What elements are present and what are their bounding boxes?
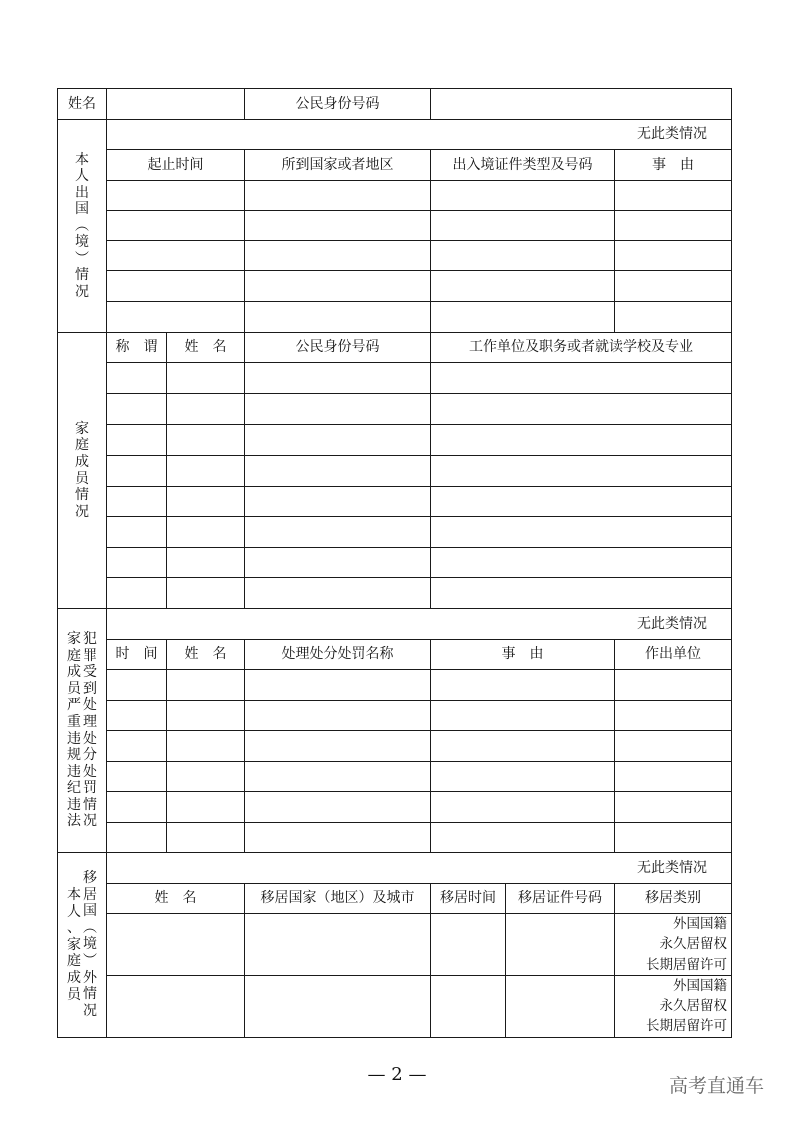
penalty-row: [58, 762, 732, 792]
label-char: 家: [75, 420, 89, 437]
label-char: 本: [67, 887, 81, 904]
penalty-row: [58, 792, 732, 823]
id-number-label: 公民身份号码: [245, 89, 431, 120]
label-char: 员: [75, 470, 89, 487]
travel-none-option[interactable]: 无此类情况: [107, 120, 732, 150]
label-char: 犯: [83, 631, 97, 648]
family-cell[interactable]: [107, 517, 167, 548]
family-row: [58, 425, 732, 456]
category-long-term-residence[interactable]: 长期居留许可: [646, 1018, 728, 1035]
family-cell[interactable]: [167, 487, 245, 517]
family-cell[interactable]: [431, 517, 732, 548]
travel-header-row: [58, 150, 732, 181]
registration-form-table: [57, 88, 732, 1038]
label-char: 外: [83, 969, 97, 986]
label-char: 处: [83, 763, 97, 780]
emigration-cell[interactable]: [107, 914, 245, 976]
family-cell[interactable]: [167, 517, 245, 548]
emigration-category-options: [615, 975, 732, 1037]
travel-cell[interactable]: [107, 211, 245, 241]
page-number: — 2 —: [367, 1064, 427, 1085]
name-id-row: [58, 89, 732, 120]
label-char: 国: [75, 201, 89, 218]
family-cell[interactable]: [431, 456, 732, 487]
label-char: 违: [67, 763, 81, 780]
travel-header-period: 起止时间: [107, 150, 245, 181]
travel-cell[interactable]: [245, 302, 431, 333]
label-char: 情: [83, 986, 97, 1003]
label-char: 家: [67, 631, 81, 648]
penalty-cell[interactable]: [245, 731, 431, 762]
label-char: 情: [75, 487, 89, 504]
emigration-header-destination: 移居国家（地区）及城市: [245, 884, 431, 914]
penalty-cell[interactable]: [431, 792, 615, 823]
label-char: 情: [83, 796, 97, 813]
emigration-cell[interactable]: [506, 975, 615, 1037]
name-label: 姓名: [58, 89, 107, 120]
penalty-cell[interactable]: [615, 823, 732, 853]
family-header-id: 公民身份号码: [245, 333, 431, 363]
watermark-text: 高考直通车: [668, 1075, 764, 1097]
emigration-section-label: [58, 853, 107, 1038]
penalty-none-option[interactable]: 无此类情况: [107, 609, 732, 640]
category-foreign-nationality[interactable]: 外国国籍: [673, 977, 728, 994]
penalty-header-name: 姓 名: [167, 640, 245, 670]
penalty-header-authority: 作出单位: [615, 640, 732, 670]
category-long-term-residence[interactable]: 长期居留许可: [646, 956, 728, 973]
family-cell[interactable]: [167, 548, 245, 578]
penalty-cell[interactable]: [431, 731, 615, 762]
emigration-cell[interactable]: [431, 975, 506, 1037]
label-char: 况: [83, 813, 97, 830]
family-cell[interactable]: [245, 394, 431, 425]
emigration-cell[interactable]: [245, 975, 431, 1037]
family-cell[interactable]: [431, 363, 732, 394]
travel-cell[interactable]: [615, 271, 732, 302]
family-cell[interactable]: [245, 548, 431, 578]
travel-row: [58, 271, 732, 302]
label-char: 、: [67, 920, 81, 937]
travel-cell[interactable]: [615, 181, 732, 211]
family-section-label: [58, 333, 107, 609]
label-char: ︶: [83, 953, 97, 969]
label-char: 人: [67, 903, 81, 920]
travel-cell[interactable]: [245, 271, 431, 302]
travel-cell[interactable]: [245, 181, 431, 211]
family-header-row: [58, 333, 732, 363]
family-cell[interactable]: [107, 394, 167, 425]
travel-cell[interactable]: [107, 241, 245, 271]
travel-row: [58, 302, 732, 333]
penalty-cell[interactable]: [431, 762, 615, 792]
label-char: 庭: [67, 953, 81, 970]
family-cell[interactable]: [107, 578, 167, 609]
travel-cell[interactable]: [107, 302, 245, 333]
penalty-cell[interactable]: [431, 701, 615, 731]
label-char: 到: [83, 680, 97, 697]
emigration-header-date: 移居时间: [431, 884, 506, 914]
penalty-cell[interactable]: [107, 670, 167, 701]
name-field[interactable]: [107, 89, 245, 120]
emigration-none-row: [58, 853, 732, 884]
travel-cell[interactable]: [245, 211, 431, 241]
family-row: [58, 578, 732, 609]
penalty-cell[interactable]: [615, 731, 732, 762]
family-cell[interactable]: [107, 456, 167, 487]
label-char: 境: [75, 234, 89, 251]
label-char: 成: [67, 664, 81, 681]
penalty-cell[interactable]: [615, 792, 732, 823]
family-cell[interactable]: [107, 425, 167, 456]
penalty-cell[interactable]: [107, 823, 167, 853]
penalty-cell[interactable]: [245, 792, 431, 823]
penalty-row: [58, 701, 732, 731]
penalty-cell[interactable]: [107, 701, 167, 731]
travel-cell[interactable]: [431, 302, 615, 333]
travel-cell[interactable]: [431, 241, 615, 271]
family-cell[interactable]: [431, 487, 732, 517]
label-char: 重: [67, 713, 81, 730]
travel-cell[interactable]: [431, 211, 615, 241]
label-char: 处: [83, 697, 97, 714]
label-char: ︵: [83, 919, 97, 936]
family-cell[interactable]: [245, 578, 431, 609]
family-cell[interactable]: [431, 548, 732, 578]
label-char: ︶: [75, 250, 89, 267]
penalty-none-row: [58, 609, 732, 640]
family-cell[interactable]: [107, 487, 167, 517]
travel-cell[interactable]: [615, 302, 732, 333]
penalty-cell[interactable]: [167, 701, 245, 731]
penalty-cell[interactable]: [615, 762, 732, 792]
emigration-row: [58, 914, 732, 976]
penalty-header-time: 时 间: [107, 640, 167, 670]
travel-row: [58, 211, 732, 241]
travel-cell[interactable]: [245, 241, 431, 271]
emigration-cell[interactable]: [506, 914, 615, 976]
label-char: 况: [75, 283, 89, 300]
label-char: 员: [67, 680, 81, 697]
emigration-header-row: [58, 884, 732, 914]
penalty-header-row: [58, 640, 732, 670]
penalty-row: [58, 731, 732, 762]
label-char: 移: [83, 870, 97, 887]
penalty-header-title: 处理处分处罚名称: [245, 640, 431, 670]
penalty-cell[interactable]: [615, 701, 732, 731]
family-cell[interactable]: [167, 363, 245, 394]
emigration-cell[interactable]: [431, 914, 506, 976]
label-char: 法: [67, 813, 81, 830]
travel-section-label: [58, 120, 107, 333]
penalty-section-label: [58, 609, 107, 853]
emigration-cell[interactable]: [245, 914, 431, 976]
label-char: 规: [67, 747, 81, 764]
travel-cell[interactable]: [615, 241, 732, 271]
family-row: [58, 517, 732, 548]
penalty-cell[interactable]: [245, 670, 431, 701]
penalty-cell[interactable]: [245, 823, 431, 853]
label-char: 况: [83, 1002, 97, 1019]
label-char: 严: [67, 697, 81, 714]
family-cell[interactable]: [431, 394, 732, 425]
family-header-workplace: 工作单位及职务或者就读学校及专业: [431, 333, 732, 363]
penalty-row: [58, 823, 732, 853]
family-header-name: 姓 名: [167, 333, 245, 363]
travel-cell[interactable]: [107, 181, 245, 211]
family-cell[interactable]: [245, 487, 431, 517]
category-permanent-residence[interactable]: 永久居留权: [659, 998, 728, 1014]
family-row: [58, 394, 732, 425]
family-cell[interactable]: [167, 394, 245, 425]
id-number-field[interactable]: [431, 89, 732, 120]
travel-row: [58, 241, 732, 271]
family-row: [58, 456, 732, 487]
penalty-cell[interactable]: [615, 670, 732, 701]
label-char: 居: [83, 886, 97, 903]
travel-cell[interactable]: [431, 181, 615, 211]
family-cell[interactable]: [431, 425, 732, 456]
penalty-row: [58, 670, 732, 701]
family-row: [58, 487, 732, 517]
family-cell[interactable]: [107, 363, 167, 394]
penalty-cell[interactable]: [245, 762, 431, 792]
label-char: 违: [67, 796, 81, 813]
penalty-cell[interactable]: [167, 731, 245, 762]
label-char: 纪: [67, 780, 81, 797]
label-char: 成: [75, 453, 89, 470]
label-char: ︵: [75, 217, 89, 234]
label-char: 成: [67, 970, 81, 986]
family-header-relation: 称 谓: [107, 333, 167, 363]
penalty-cell[interactable]: [167, 670, 245, 701]
family-row: [58, 548, 732, 578]
label-char: 境: [83, 936, 97, 953]
label-char: 员: [67, 986, 81, 1003]
family-cell[interactable]: [245, 456, 431, 487]
family-cell[interactable]: [167, 578, 245, 609]
penalty-cell[interactable]: [167, 762, 245, 792]
label-char: 受: [83, 664, 97, 681]
travel-header-reason: 事 由: [615, 150, 732, 181]
emigration-header-name: 姓 名: [107, 884, 245, 914]
emigration-row: [58, 975, 732, 1037]
penalty-cell[interactable]: [167, 823, 245, 853]
penalty-cell[interactable]: [431, 823, 615, 853]
emigration-none-option[interactable]: 无此类情况: [107, 853, 732, 884]
label-char: 庭: [75, 437, 89, 454]
label-char: 分: [83, 747, 97, 764]
emigration-cell[interactable]: [107, 975, 245, 1037]
travel-none-row: [58, 120, 732, 150]
label-char: 人: [75, 168, 89, 185]
travel-row: [58, 181, 732, 211]
penalty-cell[interactable]: [107, 731, 167, 762]
penalty-cell[interactable]: [107, 762, 167, 792]
label-char: 况: [75, 503, 89, 520]
family-cell[interactable]: [245, 425, 431, 456]
travel-cell[interactable]: [431, 271, 615, 302]
label-char: 本: [75, 151, 89, 168]
penalty-header-reason: 事 由: [431, 640, 615, 670]
label-char: 处: [83, 730, 97, 747]
family-cell[interactable]: [431, 578, 732, 609]
penalty-cell[interactable]: [167, 792, 245, 823]
label-char: 情: [75, 267, 89, 284]
family-cell[interactable]: [167, 456, 245, 487]
travel-header-destination: 所到国家或者地区: [245, 150, 431, 181]
family-cell[interactable]: [107, 548, 167, 578]
label-char: 庭: [67, 647, 81, 664]
label-char: 罪: [83, 647, 97, 664]
travel-cell[interactable]: [107, 271, 245, 302]
family-cell[interactable]: [167, 425, 245, 456]
category-foreign-nationality[interactable]: 外国国籍: [673, 916, 728, 932]
family-row: [58, 363, 732, 394]
emigration-category-options: [615, 914, 732, 976]
emigration-header-type: 移居类别: [615, 884, 732, 914]
penalty-cell[interactable]: [431, 670, 615, 701]
travel-cell[interactable]: [615, 211, 732, 241]
label-char: 出: [75, 184, 89, 201]
penalty-cell[interactable]: [245, 701, 431, 731]
label-char: 罚: [83, 780, 97, 797]
label-char: 家: [67, 936, 81, 953]
label-char: 国: [83, 903, 97, 920]
label-char: 违: [67, 730, 81, 747]
penalty-cell[interactable]: [107, 792, 167, 823]
category-permanent-residence[interactable]: 永久居留权: [659, 936, 728, 953]
emigration-header-document: 移居证件号码: [506, 884, 615, 914]
family-cell[interactable]: [245, 517, 431, 548]
travel-header-document: 出入境证件类型及号码: [431, 150, 615, 181]
family-cell[interactable]: [245, 363, 431, 394]
label-char: 理: [83, 713, 97, 730]
